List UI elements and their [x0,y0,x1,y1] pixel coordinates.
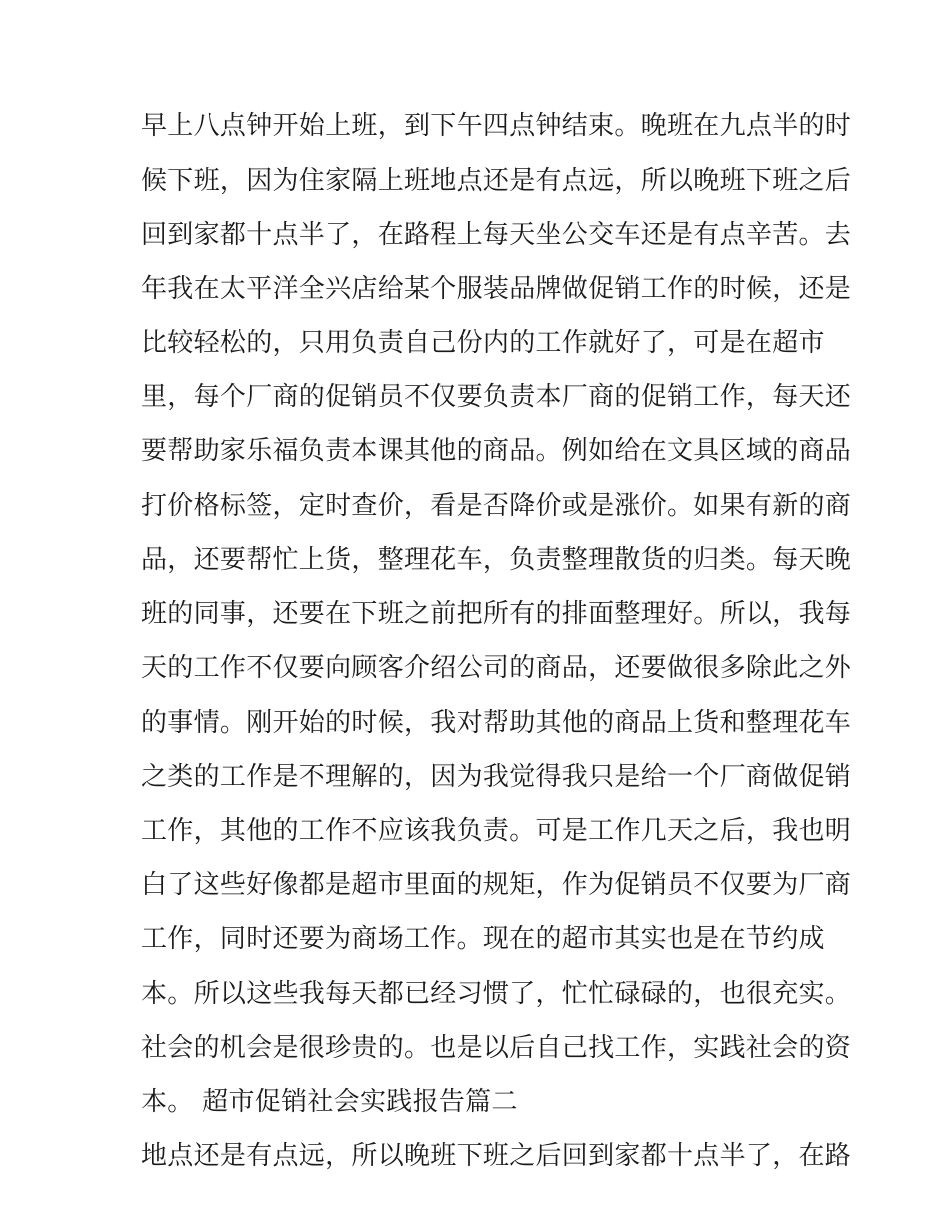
body-text-line: 年我在太平洋全兴店给某个服装品牌做促销工作的时候，还是 [141,274,852,304]
section-heading-line: 本。 超市促销社会实践报告篇二 [141,1087,518,1117]
body-text-line: 班的同事，还要在下班之前把所有的排面整理好。所以，我每 [141,599,852,629]
body-text-line: 工作，同时还要为商场工作。现在的超市其实也是在节约成 [141,924,825,954]
body-text-line: 品，还要帮忙上货，整理花车，负责整理散货的归类。每天晚 [141,545,852,575]
body-text-line: 回到家都十点半了，在路程上每天坐公交车还是有点辛苦。去 [141,220,852,250]
body-text-line: 候下班，因为住家隔上班地点还是有点远，所以晚班下班之后 [141,166,852,196]
body-text-line: 社会的机会是很珍贵的。也是以后自己找工作，实践社会的资 [141,1033,852,1063]
body-text-line: 早上八点钟开始上班，到下午四点钟结束。晚班在九点半的时 [141,111,852,141]
body-text-line: 地点还是有点远，所以晚班下班之后回到家都十点半了，在路 [141,1141,852,1171]
body-text-line: 比较轻松的，只用负责自己份内的工作就好了，可是在超市 [141,328,825,358]
body-text-line: 工作，其他的工作不应该我负责。可是工作几天之后，我也明 [141,816,852,846]
body-text-line: 本。所以这些我每天都已经习惯了，忙忙碌碌的，也很充实。 [141,979,852,1009]
body-text-line: 白了这些好像都是超市里面的规矩，作为促销员不仅要为厂商 [141,870,852,900]
body-text-line: 里，每个厂商的促销员不仅要负责本厂商的促销工作，每天还 [141,382,852,412]
body-text-line: 之类的工作是不理解的，因为我觉得我只是给一个厂商做促销 [141,762,852,792]
body-text-line: 打价格标签，定时查价，看是否降价或是涨价。如果有新的商 [141,491,852,521]
body-text-line: 天的工作不仅要向顾客介绍公司的商品，还要做很多除此之外 [141,653,852,683]
body-text-line: 要帮助家乐福负责本课其他的商品。例如给在文具区域的商品 [141,436,852,466]
body-text-line: 的事情。刚开始的时候，我对帮助其他的商品上货和整理花车 [141,708,852,738]
